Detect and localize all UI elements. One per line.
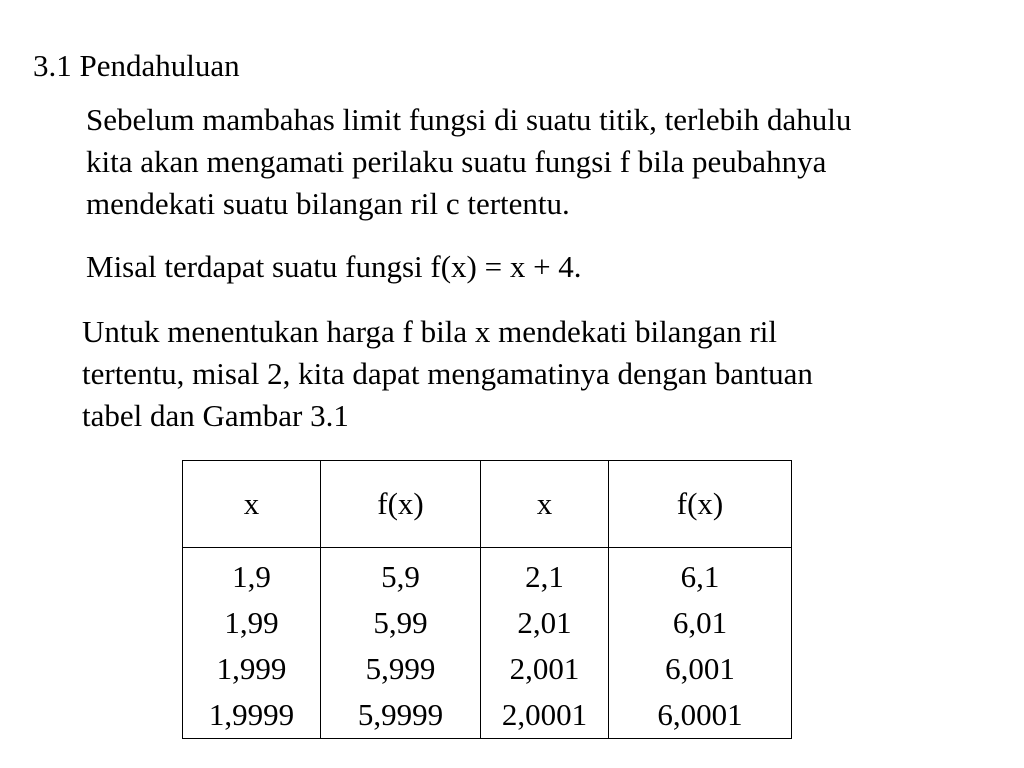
intro-line: kita akan mengamati perilaku suatu fungsi f bila peubahnya <box>86 144 827 179</box>
header-x-left: x <box>183 461 321 548</box>
table-cell: 2,001 <box>509 651 580 686</box>
table-cell: 1,99 <box>224 605 279 640</box>
table-cell: 2,01 <box>517 605 572 640</box>
table-cell: 5,999 <box>365 651 436 686</box>
column-fx-left <box>321 548 481 739</box>
table-cell: 6,001 <box>665 651 735 686</box>
method-line: tertentu, misal 2, kita dapat mengamatinya dengan bantuan <box>82 356 813 391</box>
table-cell: 1,999 <box>216 651 287 686</box>
column-x-right <box>481 548 609 739</box>
section-title: 3.1 Pendahuluan <box>33 48 240 83</box>
table-row <box>183 548 792 739</box>
table-cell: 6,01 <box>672 605 728 640</box>
example-function-text: Misal terdapat suatu fungsi f(x) = x + 4. <box>86 249 582 284</box>
method-line: tabel dan Gambar 3.1 <box>82 398 349 433</box>
table-cell: 6,0001 <box>657 697 743 732</box>
method-paragraph <box>82 311 982 437</box>
values-table <box>182 460 792 739</box>
table-cell: 2,1 <box>525 559 564 594</box>
method-line: Untuk menentukan harga f bila x mendekati bilangan ril <box>82 314 778 349</box>
header-fx-left: f(x) <box>321 461 481 548</box>
column-fx-right <box>609 548 792 739</box>
column-x-left <box>183 548 321 739</box>
intro-line: Sebelum mambahas limit fungsi di suatu titik, terlebih dahulu <box>86 102 852 137</box>
table-header-row <box>183 461 792 548</box>
table-cell: 5,99 <box>373 605 428 640</box>
header-fx-right: f(x) <box>609 461 792 548</box>
table-cell: 1,9 <box>232 559 271 594</box>
table-cell: 5,9999 <box>357 697 444 732</box>
header-x-right: x <box>481 461 609 548</box>
table-cell: 5,9 <box>381 559 420 594</box>
intro-line: mendekati suatu bilangan ril c tertentu. <box>86 186 570 221</box>
table-cell: 2,0001 <box>501 697 588 732</box>
table-cell: 6,1 <box>680 559 720 594</box>
table-cell: 1,9999 <box>208 697 295 732</box>
intro-paragraph <box>86 99 986 225</box>
